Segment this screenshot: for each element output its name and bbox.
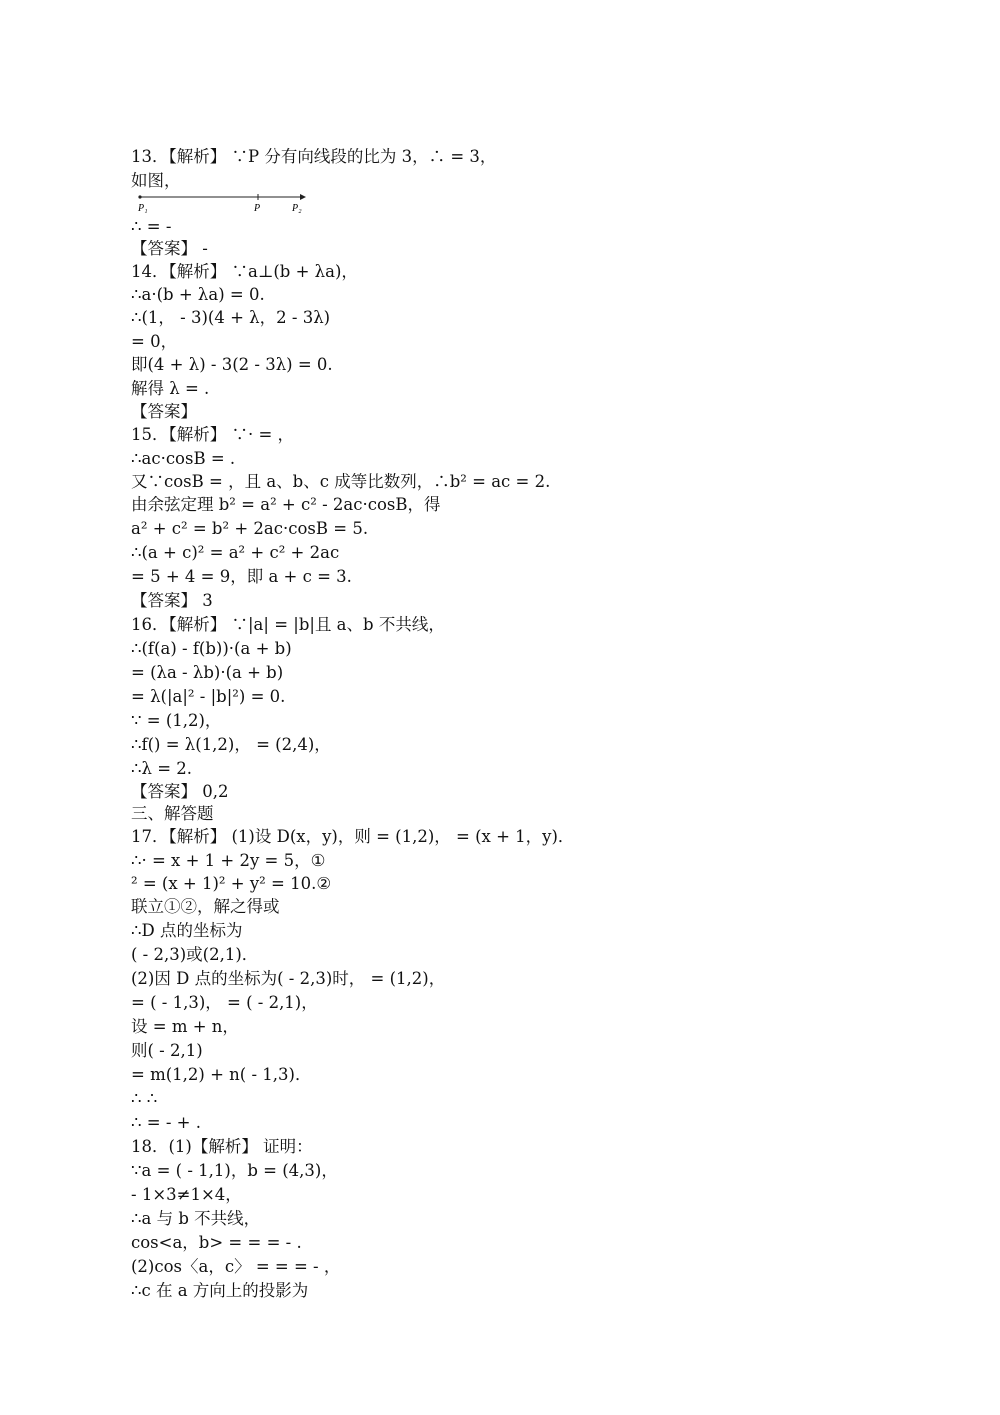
- text-line: a² + c² = b² + 2ac·cosB = 5.: [131, 519, 369, 538]
- arrow-head: [300, 194, 306, 200]
- text-line: - 1×3≠1×4，: [131, 1185, 242, 1204]
- text-line: 18．(1)【解析】 证明：: [131, 1137, 313, 1156]
- text-line: cos<a，b> = = = - .: [131, 1233, 302, 1252]
- point-p1: [138, 195, 141, 198]
- text-line: 即(4 + λ) - 3(2 - 3λ) = 0.: [131, 355, 333, 374]
- text-line: ∴ ∴: [131, 1089, 158, 1108]
- text-line: 16．【解析】 ∵|a| = |b|且 a、b 不共线，: [131, 615, 445, 634]
- text-line: 如图，: [131, 171, 181, 190]
- text-line: 13．【解析】 ∵P 分有向线段的比为 3，∴ = 3，: [131, 147, 497, 166]
- text-line: = λ(|a|² - |b|²) = 0.: [131, 687, 286, 706]
- text-line: ∵ = (1,2)，: [131, 711, 222, 730]
- text-line: = (λa - λb)·(a + b): [131, 663, 284, 682]
- answer-line: 【答案】: [131, 402, 197, 421]
- text-line: = ( - 1,3)， = ( - 2,1)，: [131, 993, 318, 1012]
- text-line: 设 = m + n，: [131, 1017, 239, 1036]
- text-line: ∴λ = 2.: [131, 759, 193, 778]
- label-p2: P₂: [292, 203, 302, 214]
- text-line: 由余弦定理 b² = a² + c² - 2ac·cosB，得: [131, 495, 441, 514]
- text-line: 15．【解析】 ∵· = ，: [131, 425, 295, 444]
- text-line: ∴(a + c)² = a² + c² + 2ac: [131, 543, 340, 562]
- label-p1: P₁: [138, 203, 148, 214]
- text-line: 又∵cosB = ，且 a、b、c 成等比数列，∴b² = ac = 2.: [131, 472, 551, 491]
- label-p: P: [254, 203, 261, 214]
- answer-line: 【答案】 0,2: [131, 782, 229, 801]
- text-line: ∴f() = λ(1,2)， = (2,4)，: [131, 735, 331, 754]
- text-line: ∴D 点的坐标为: [131, 921, 243, 940]
- answer-line: 【答案】 -: [131, 239, 208, 258]
- text-line: ∴a·(b + λa) = 0.: [131, 285, 265, 304]
- text-line: = 0，: [131, 332, 178, 351]
- segment-figure: [134, 192, 314, 214]
- section-heading: 三、解答题: [131, 804, 214, 823]
- text-line: ∴ = -: [131, 217, 172, 236]
- text-line: 解得 λ = .: [131, 379, 210, 398]
- text-line: (2)cos〈a，c〉 = = = - ，: [131, 1257, 341, 1276]
- text-line: 14．【解析】 ∵a⊥(b + λa)，: [131, 262, 358, 281]
- text-line: = m(1,2) + n( - 1,3)．: [131, 1065, 312, 1084]
- text-line: 联立①②，解之得或: [131, 897, 280, 916]
- text-line: ∴a 与 b 不共线，: [131, 1209, 261, 1228]
- text-line: ∴· = x + 1 + 2y = 5，①: [131, 851, 326, 870]
- text-line: ∴(f(a) - f(b))·(a + b): [131, 639, 292, 658]
- text-line: ( - 2,3)或(2,1)．: [131, 945, 259, 964]
- text-line: ∴(1， - 3)(4 + λ，2 - 3λ): [131, 308, 331, 327]
- text-line: 则( - 2,1): [131, 1041, 203, 1060]
- text-line: ∴ = - + .: [131, 1113, 201, 1132]
- text-line: ∴ac·cosB = .: [131, 449, 236, 468]
- text-line: (2)因 D 点的坐标为( - 2,3)时， = (1,2)，: [131, 969, 446, 988]
- text-line: ² = (x + 1)² + y² = 10.②: [131, 874, 332, 893]
- text-line: = 5 + 4 = 9，即 a + c = 3.: [131, 567, 352, 586]
- text-line: 17．【解析】 (1)设 D(x，y)，则 = (1,2)， = (x + 1，y)．: [131, 827, 575, 846]
- answer-line: 【答案】 3: [131, 591, 213, 610]
- text-line: ∴c 在 a 方向上的投影为: [131, 1281, 309, 1300]
- text-line: ∵a = ( - 1,1)，b = (4,3)，: [131, 1161, 338, 1180]
